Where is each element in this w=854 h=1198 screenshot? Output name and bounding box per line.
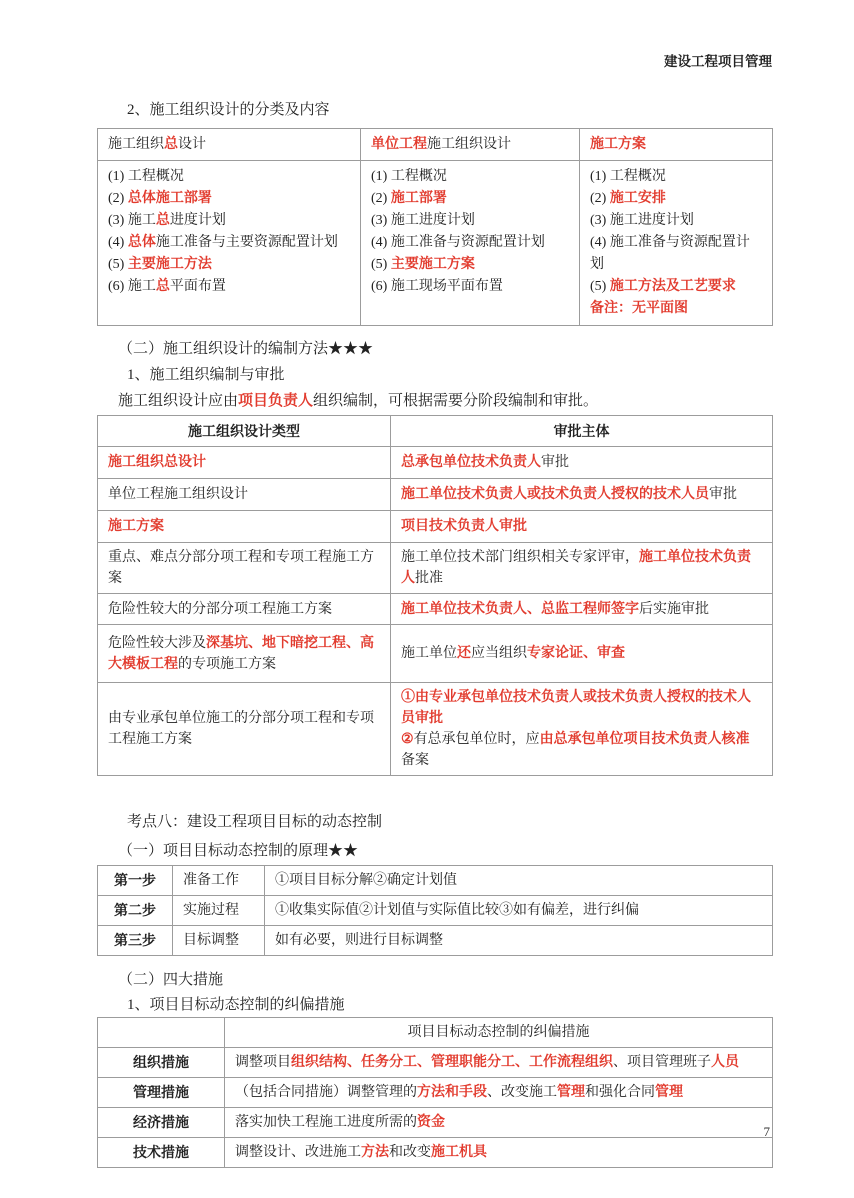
table-row xyxy=(98,896,773,926)
red-emphasis-text: 总 xyxy=(155,279,170,294)
cell-type xyxy=(98,511,391,543)
text-segment: (4) 施工准备与资源配置计划 xyxy=(590,235,750,272)
red-emphasis-text: 项目技术负责人审批 xyxy=(401,519,527,534)
table-row xyxy=(98,683,773,776)
cell-type xyxy=(98,447,391,479)
cell-step-label: 第三步 xyxy=(98,926,173,956)
table-row xyxy=(98,926,773,956)
text-segment: 的专项施工方案 xyxy=(178,656,276,672)
section-title-kaodian8: 考点八：建设工程项目目标的动态控制 xyxy=(127,813,383,830)
red-emphasis-text: 施工组织总设计 xyxy=(108,455,206,470)
text-segment: 和强化合同 xyxy=(585,1085,655,1100)
body-cell-unit-items xyxy=(361,161,580,326)
text-segment: 、改变施工 xyxy=(487,1085,557,1100)
red-emphasis-text: 管理 xyxy=(557,1085,585,1100)
table-row xyxy=(98,447,773,479)
text-segment: 施工组织 xyxy=(108,137,164,152)
red-emphasis-text: 施工方案 xyxy=(590,137,646,152)
red-emphasis-text: 还 xyxy=(457,646,471,661)
text-segment: 调整设计、改进施工 xyxy=(235,1145,361,1160)
red-emphasis-text: 人员 xyxy=(711,1055,739,1070)
table-row xyxy=(98,1108,773,1138)
table-body-row xyxy=(98,161,773,326)
red-emphasis-text: 施工机具 xyxy=(431,1145,487,1160)
cell-type xyxy=(98,683,391,776)
cell-approver xyxy=(391,543,773,594)
table-row xyxy=(98,625,773,683)
text-segment: 备案 xyxy=(401,753,429,768)
cell-step-detail: ①收集实际值②计划值与实际值比较③如有偏差，进行纠偏 xyxy=(265,896,773,926)
cell-approver xyxy=(391,479,773,511)
cell-approver xyxy=(391,683,773,776)
text-segment: 危险性较大的分部分项工程施工方案 xyxy=(108,601,332,617)
cell-measure-label: 技术措施 xyxy=(98,1138,225,1168)
red-emphasis-text: 施工单位技术负责人 xyxy=(401,550,751,586)
text-segment: 审批 xyxy=(541,455,569,470)
section-title-compilation-method: （二）施工组织设计的编制方法★★★ xyxy=(118,341,374,357)
text-segment: 危险性较大涉及 xyxy=(108,635,206,651)
table-header-row xyxy=(98,416,773,447)
cell-step-detail: ①项目目标分解②确定计划值 xyxy=(265,866,773,896)
cell-approver xyxy=(391,594,773,625)
cell-type xyxy=(98,594,391,625)
header-cell-general-org-design xyxy=(98,129,361,161)
red-emphasis-text: 资金 xyxy=(417,1115,445,1130)
table-approval-subjects xyxy=(97,415,773,776)
text-segment: (2) xyxy=(590,191,610,206)
text-segment: 施工单位技术部门组织相关专家评审， xyxy=(401,550,639,565)
red-emphasis-text: 施工方案 xyxy=(108,519,164,534)
text-segment: 施工准备与主要资源配置计划 xyxy=(155,235,338,250)
header-cell-unit-org-design xyxy=(361,129,580,161)
table-row xyxy=(98,543,773,594)
text-segment: 和改变 xyxy=(389,1145,431,1160)
text-segment: 施工组织设计 xyxy=(427,137,511,152)
subsection-title-compile-approve: 1、施工组织编制与审批 xyxy=(127,367,285,383)
cell-measure-content xyxy=(225,1048,773,1078)
text-segment: (1) 工程概况 xyxy=(108,169,184,184)
red-emphasis-text: 施工单位技术负责人或技术负责人授权的技术人员 xyxy=(401,487,709,502)
text-segment: 批准 xyxy=(415,571,443,586)
table-row xyxy=(98,866,773,896)
text-segment: (3) 施工 xyxy=(108,213,156,228)
red-emphasis-text: 深基坑、地下暗挖工程、高大模板工程 xyxy=(108,635,374,672)
text-segment: (1) 工程概况 xyxy=(371,169,447,184)
red-emphasis-text: ② xyxy=(401,732,414,747)
text-segment: 由专业承包单位施工的分部分项工程和专项工程施工方案 xyxy=(108,711,374,747)
cell-step-name: 目标调整 xyxy=(173,926,265,956)
text-segment: (3) 施工进度计划 xyxy=(371,213,475,228)
text-segment: (2) xyxy=(108,191,128,206)
cell-type xyxy=(98,625,391,683)
text-segment: (2) xyxy=(371,191,391,206)
red-emphasis-text: 施工方法及工艺要求 xyxy=(609,279,736,294)
table-row xyxy=(98,511,773,543)
cell-measure-label: 经济措施 xyxy=(98,1108,225,1138)
text-segment: 落实加快工程施工进度所需的 xyxy=(235,1115,417,1130)
text-segment: 审批 xyxy=(709,487,737,502)
subsection-title-principle: （一）项目目标动态控制的原理★★ xyxy=(118,843,359,859)
cell-step-name: 准备工作 xyxy=(173,866,265,896)
red-emphasis-text: 总 xyxy=(155,213,170,228)
subsection-title-corrective-measures: 1、项目目标动态控制的纠偏措施 xyxy=(127,997,345,1013)
red-emphasis-text: 管理 xyxy=(655,1085,683,1100)
text-segment: （包括合同措施）调整管理的 xyxy=(235,1085,417,1100)
cell-step-detail: 如有必要，则进行目标调整 xyxy=(265,926,773,956)
table-row xyxy=(98,1048,773,1078)
text-segment: (4) 施工准备与资源配置计划 xyxy=(371,235,545,250)
red-emphasis-text: 总承包单位技术负责人 xyxy=(401,455,541,470)
cell-measure-content xyxy=(225,1078,773,1108)
red-emphasis-text: 组织结构、任务分工、管理职能分工、工作流程组织 xyxy=(291,1055,613,1070)
table-header-row xyxy=(98,129,773,161)
table-row xyxy=(98,594,773,625)
subsection-title-four-measures: （二）四大措施 xyxy=(118,972,224,988)
red-emphasis-text: ①由专业承包单位技术负责人或技术负责人授权的技术人员审批 xyxy=(401,690,751,726)
cell-measure-content xyxy=(225,1138,773,1168)
paragraph-compile-rule xyxy=(97,391,772,411)
body-cell-general-items xyxy=(98,161,361,326)
section-title-classification: 2、施工组织设计的分类及内容 xyxy=(127,102,330,118)
text-segment: (3) 施工进度计划 xyxy=(590,213,694,228)
red-emphasis-text: 总体 xyxy=(127,235,156,250)
text-segment: 平面布置 xyxy=(169,279,226,294)
header-cell-empty xyxy=(98,1018,225,1048)
text-segment: 施工组织设计应由 xyxy=(118,393,239,409)
cell-measure-label: 管理措施 xyxy=(98,1078,225,1108)
text-segment: (4) xyxy=(108,235,128,250)
page-number: 7 xyxy=(763,1124,770,1139)
cell-approver xyxy=(391,447,773,479)
red-emphasis-text: 单位工程 xyxy=(371,137,427,152)
table-corrective-measures xyxy=(97,1017,773,1168)
cell-type xyxy=(98,479,391,511)
red-emphasis-text: 专家论证、审查 xyxy=(527,646,625,661)
red-emphasis-text: 施工安排 xyxy=(609,191,666,206)
table-header-row xyxy=(98,1018,773,1048)
text-segment: (5) xyxy=(108,257,128,272)
red-emphasis-text: 备注：无平面图 xyxy=(590,301,688,316)
text-segment: 调整项目 xyxy=(235,1055,291,1070)
cell-approver xyxy=(391,511,773,543)
text-segment: 组织编制，可根据需要分阶段编制和审批。 xyxy=(313,393,599,409)
text-segment: (5) xyxy=(371,257,391,272)
cell-step-label: 第一步 xyxy=(98,866,173,896)
table-row xyxy=(98,1138,773,1168)
text-segment: 、项目管理班子 xyxy=(613,1055,711,1070)
text-segment: 重点、难点分部分项工程和专项工程施工方案 xyxy=(108,550,374,586)
text-segment: (5) xyxy=(590,279,610,294)
red-emphasis-text: 施工部署 xyxy=(390,191,447,206)
cell-approver xyxy=(391,625,773,683)
cell-type xyxy=(98,543,391,594)
cell-measure-label: 组织措施 xyxy=(98,1048,225,1078)
text-segment: (6) 施工 xyxy=(108,279,156,294)
text-segment: 有总承包单位时，应 xyxy=(413,732,540,747)
text-segment: (6) 施工现场平面布置 xyxy=(371,279,503,294)
red-emphasis-text: 施工单位技术负责人、总监工程师签字 xyxy=(401,601,639,617)
table-row xyxy=(98,1078,773,1108)
header-cell-construction-scheme xyxy=(580,129,773,161)
red-emphasis-text: 方法和手段 xyxy=(417,1085,487,1100)
red-emphasis-text: 由总承包单位项目技术负责人核准 xyxy=(539,732,750,747)
text-segment: 单位工程施工组织设计 xyxy=(108,487,248,502)
header-cell-approval-subject: 审批主体 xyxy=(391,416,773,447)
header-cell-measures-title: 项目目标动态控制的纠偏措施 xyxy=(225,1018,773,1048)
text-segment: 后实施审批 xyxy=(639,601,709,617)
table-row xyxy=(98,479,773,511)
page-header: 建设工程项目管理 xyxy=(664,54,772,69)
red-emphasis-text: 总体施工部署 xyxy=(127,191,212,206)
red-emphasis-text: 主要施工方法 xyxy=(127,257,212,272)
red-emphasis-text: 方法 xyxy=(361,1145,389,1160)
cell-measure-content xyxy=(225,1108,773,1138)
cell-step-label: 第二步 xyxy=(98,896,173,926)
text-segment: 进度计划 xyxy=(169,213,226,228)
body-cell-scheme-items xyxy=(580,161,773,326)
text-segment: 设计 xyxy=(178,137,206,152)
text-segment: 应当组织 xyxy=(471,646,527,661)
red-emphasis-text: 项目负责人 xyxy=(238,393,314,409)
text-segment: (1) 工程概况 xyxy=(590,169,666,184)
cell-step-name: 实施过程 xyxy=(173,896,265,926)
red-emphasis-text: 总 xyxy=(164,137,178,152)
table-org-design-classification xyxy=(97,128,773,326)
red-emphasis-text: 主要施工方案 xyxy=(390,257,475,272)
table-dynamic-control-steps xyxy=(97,865,773,956)
text-segment: 施工单位 xyxy=(401,646,457,661)
header-cell-design-type: 施工组织设计类型 xyxy=(98,416,391,447)
